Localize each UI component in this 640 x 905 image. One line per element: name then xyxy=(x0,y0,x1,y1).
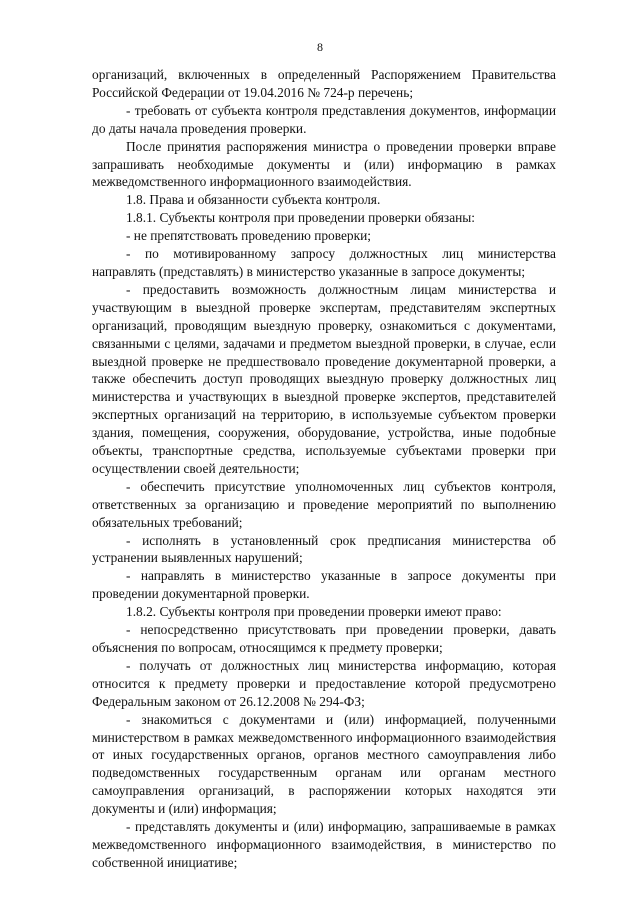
paragraph: - по мотивированному запросу должностных лиц министерства направлять (представлять) в министерство указанные в запросе документы; xyxy=(92,246,556,279)
document-body xyxy=(92,66,556,872)
paragraph: 1.8.2. Субъекты контроля при проведении проверки имеют право: xyxy=(126,604,502,620)
paragraph: - не препятствовать проведению проверки; xyxy=(126,228,372,244)
paragraph: - представлять документы и (или) информацию, запрашиваемые в рамках межведомственного информационного взаимодействия, в министерство по собственной инициативе; xyxy=(92,819,556,870)
paragraph: 1.8.1. Субъекты контроля при проведении проверки обязаны: xyxy=(126,210,476,226)
paragraph: - требовать от субъекта контроля представления документов, информации до даты начала проведения проверки. xyxy=(92,102,556,136)
paragraph: После принятия распоряжения министра о проведении проверки вправе запрашивать необходимые документы и (или) информацию в рамках межведомственного информационного взаимодействия. xyxy=(92,138,556,190)
paragraph: 1.8. Права и обязанности субъекта контроля. xyxy=(126,192,381,208)
page-number: 8 xyxy=(317,40,323,54)
paragraph: - направлять в министерство указанные в запросе документы при проведении документарной проверки. xyxy=(92,568,556,602)
paragraph: - исполнять в установленный срок предписания министерства об устранении выявленных нарушений; xyxy=(92,532,556,566)
paragraph: - получать от должностных лиц министерства информацию, которая относится к предмету проверки и предоставление которой предусмотрено Федеральным законом от 26.12.2008 № 294-ФЗ; xyxy=(92,657,556,709)
paragraph: - знакомиться с документами и (или) информацией, полученными министерством в рамках межведомственного информационного взаимодействия от иных государственных органов, органов местного самоуправления либо подведомственных государственным органам или органам местного самоуправления организаций, в распоряжении которых находятся эти документы и (или) информация; xyxy=(92,711,556,817)
paragraph: - обеспечить присутствие уполномоченных лиц субъектов контроля, ответственных за организацию и проведение мероприятий по выполнению обязательных требований; xyxy=(92,478,556,530)
paragraph: - предоставить возможность должностным лицам министерства и участвующим в выездной проверке экспертам, представителям экспертных организаций, проводящим выездную проверку, ознакомиться с документами, связанными с целями, задачами и предметом выездной проверки, в случае, если выездной проверке не предшествовало проведение документарной проверки, а также обеспечить доступ проводящих выездную проверку должностных лиц министерства и участвующих в выездной проверке экспертов, представителей экспертных организаций на территорию, в используемые субъектом проверки здания, помещения, сооружения, оборудование, устройства, иные подобные объекты, транспортные средства, используемые субъектами проверки при осуществлении своей деятельности; xyxy=(92,281,556,476)
paragraph: - непосредственно присутствовать при проведении проверки, давать объяснения по вопросам, относящимся к предмету проверки; xyxy=(92,622,556,655)
paragraph: организаций, включенных в определенный Распоряжением Правительства Российской Федерации от 19.04.2016 № 724-р перечень; xyxy=(92,67,556,100)
